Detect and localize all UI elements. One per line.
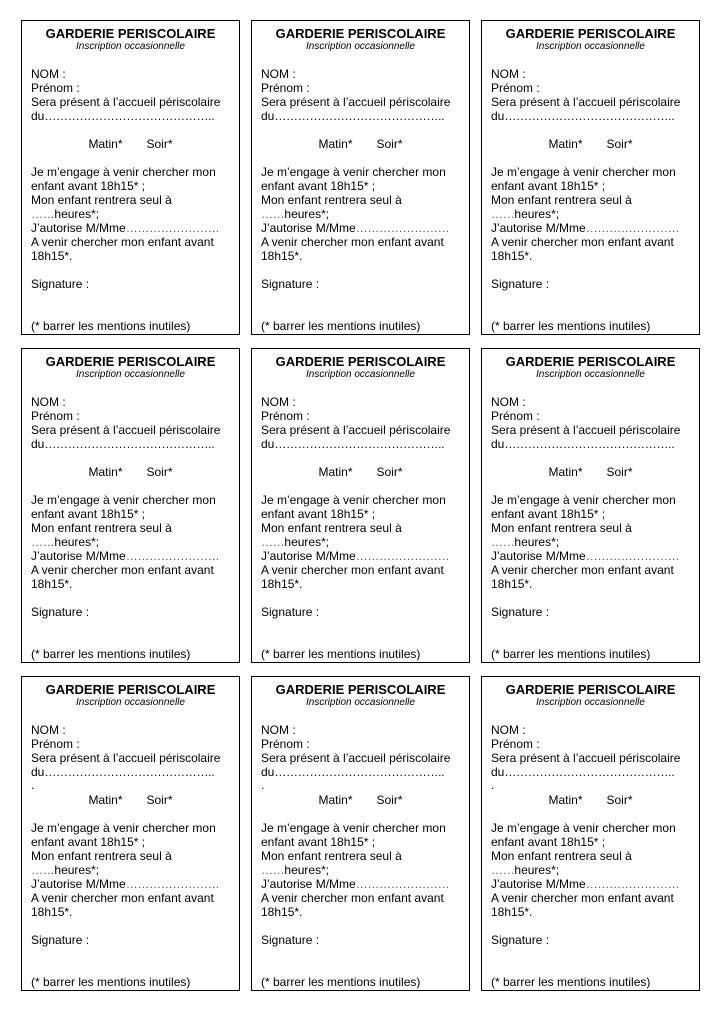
footnote: (* barrer les mentions inutiles) bbox=[261, 975, 421, 989]
autorise-dots: …………………… bbox=[355, 549, 450, 563]
soir-option: Soir* bbox=[146, 793, 173, 807]
du-label: du bbox=[31, 437, 45, 451]
prenom-label: Prénom : bbox=[491, 81, 540, 95]
chercher-line-1: A venir chercher mon enfant avant bbox=[491, 235, 674, 249]
autorise-dots: …………………… bbox=[355, 877, 450, 891]
chercher-line-2: 18h15*. bbox=[491, 577, 533, 591]
registration-form-card bbox=[251, 676, 470, 991]
seul-line: Mon enfant rentrera seul à bbox=[261, 521, 402, 535]
footnote: (* barrer les mentions inutiles) bbox=[261, 319, 421, 333]
matin-option: Matin* bbox=[318, 137, 353, 151]
du-label: du bbox=[491, 765, 505, 779]
prenom-label: Prénom : bbox=[261, 81, 310, 95]
du-label: du bbox=[261, 109, 275, 123]
registration-form-card bbox=[21, 20, 240, 335]
matin-option: Matin* bbox=[548, 793, 583, 807]
heures-line bbox=[31, 863, 99, 877]
autorise-label: J’autorise M/Mme bbox=[491, 221, 586, 235]
nom-label: NOM : bbox=[31, 723, 66, 737]
seul-line: Mon enfant rentrera seul à bbox=[491, 849, 632, 863]
heures-label: heures*; bbox=[514, 207, 560, 221]
form-title: GARDERIE PERISCOLAIRE bbox=[45, 682, 216, 697]
form-title: GARDERIE PERISCOLAIRE bbox=[275, 26, 446, 41]
signature-label: Signature : bbox=[31, 605, 90, 619]
heures-line bbox=[491, 863, 559, 877]
chercher-line-2: 18h15*. bbox=[31, 905, 73, 919]
matin-soir-choice bbox=[22, 465, 239, 479]
engage-line-1: Je m’engage à venir chercher mon bbox=[31, 165, 216, 179]
heures-dots: …… bbox=[261, 207, 285, 221]
chercher-line-2: 18h15*. bbox=[261, 577, 303, 591]
nom-label: NOM : bbox=[31, 395, 66, 409]
heures-label: heures*; bbox=[284, 863, 330, 877]
presence-line: Sera présent à l’accueil périscolaire bbox=[491, 95, 681, 109]
date-dots: …………………………………….. bbox=[504, 437, 675, 451]
chercher-line-1: A venir chercher mon enfant avant bbox=[491, 563, 674, 577]
autorise-line bbox=[31, 221, 219, 235]
chercher-line-2: 18h15*. bbox=[31, 577, 73, 591]
engage-line-2: enfant avant 18h15* ; bbox=[31, 179, 146, 193]
soir-option: Soir* bbox=[376, 137, 403, 151]
presence-line: Sera présent à l’accueil périscolaire bbox=[31, 95, 221, 109]
matin-soir-choice bbox=[482, 793, 699, 807]
form-subtitle: Inscription occasionnelle bbox=[76, 41, 185, 52]
date-line bbox=[491, 437, 674, 451]
heures-dots: …… bbox=[261, 535, 285, 549]
chercher-line-2: 18h15*. bbox=[491, 249, 533, 263]
form-subtitle: Inscription occasionnelle bbox=[76, 697, 185, 708]
nom-label: NOM : bbox=[261, 395, 296, 409]
engage-line-2: enfant avant 18h15* ; bbox=[261, 507, 376, 521]
date-dots: …………………………………….. bbox=[274, 437, 445, 451]
matin-soir-choice bbox=[22, 793, 239, 807]
nom-label: NOM : bbox=[491, 67, 526, 81]
heures-line bbox=[31, 535, 99, 549]
form-title: GARDERIE PERISCOLAIRE bbox=[505, 26, 676, 41]
autorise-line bbox=[31, 877, 219, 891]
heures-line bbox=[491, 535, 559, 549]
autorise-dots: …………………… bbox=[585, 221, 680, 235]
footnote: (* barrer les mentions inutiles) bbox=[31, 319, 191, 333]
chercher-line-1: A venir chercher mon enfant avant bbox=[31, 563, 214, 577]
date-line bbox=[31, 437, 214, 451]
signature-label: Signature : bbox=[261, 277, 320, 291]
signature-label: Signature : bbox=[31, 277, 90, 291]
autorise-label: J’autorise M/Mme bbox=[31, 221, 126, 235]
matin-soir-choice bbox=[482, 137, 699, 151]
engage-line-2: enfant avant 18h15* ; bbox=[491, 835, 606, 849]
signature-label: Signature : bbox=[261, 933, 320, 947]
footnote: (* barrer les mentions inutiles) bbox=[491, 319, 651, 333]
autorise-label: J’autorise M/Mme bbox=[31, 877, 126, 891]
autorise-dots: …………………… bbox=[355, 221, 450, 235]
registration-form-card bbox=[481, 348, 700, 663]
autorise-label: J’autorise M/Mme bbox=[261, 549, 356, 563]
autorise-line bbox=[491, 221, 679, 235]
form-subtitle: Inscription occasionnelle bbox=[536, 369, 645, 380]
trailing-period: . bbox=[261, 778, 265, 792]
matin-soir-choice bbox=[252, 465, 469, 479]
presence-line: Sera présent à l’accueil périscolaire bbox=[491, 423, 681, 437]
date-line bbox=[261, 437, 444, 451]
soir-option: Soir* bbox=[146, 465, 173, 479]
chercher-line-2: 18h15*. bbox=[491, 905, 533, 919]
chercher-line-1: A venir chercher mon enfant avant bbox=[261, 891, 444, 905]
date-dots: …………………………………….. bbox=[44, 109, 215, 123]
signature-label: Signature : bbox=[491, 277, 550, 291]
nom-label: NOM : bbox=[261, 67, 296, 81]
footnote: (* barrer les mentions inutiles) bbox=[31, 647, 191, 661]
seul-line: Mon enfant rentrera seul à bbox=[491, 521, 632, 535]
chercher-line-2: 18h15*. bbox=[261, 905, 303, 919]
registration-form-card bbox=[251, 348, 470, 663]
form-subtitle: Inscription occasionnelle bbox=[536, 697, 645, 708]
engage-line-1: Je m’engage à venir chercher mon bbox=[491, 165, 676, 179]
trailing-period: . bbox=[491, 778, 495, 792]
date-line bbox=[491, 109, 674, 123]
seul-line: Mon enfant rentrera seul à bbox=[261, 849, 402, 863]
date-dots: …………………………………….. bbox=[44, 437, 215, 451]
prenom-label: Prénom : bbox=[261, 409, 310, 423]
heures-dots: …… bbox=[491, 535, 515, 549]
seul-line: Mon enfant rentrera seul à bbox=[31, 521, 172, 535]
heures-line bbox=[261, 207, 329, 221]
du-label: du bbox=[31, 109, 45, 123]
footnote: (* barrer les mentions inutiles) bbox=[31, 975, 191, 989]
date-dots: …………………………………….. bbox=[504, 765, 675, 779]
date-dots: …………………………………….. bbox=[504, 109, 675, 123]
matin-option: Matin* bbox=[318, 465, 353, 479]
du-label: du bbox=[261, 765, 275, 779]
heures-label: heures*; bbox=[514, 535, 560, 549]
engage-line-1: Je m’engage à venir chercher mon bbox=[31, 493, 216, 507]
nom-label: NOM : bbox=[491, 395, 526, 409]
matin-soir-choice bbox=[252, 793, 469, 807]
date-dots: …………………………………….. bbox=[274, 109, 445, 123]
autorise-line bbox=[31, 549, 219, 563]
heures-line bbox=[261, 535, 329, 549]
form-title: GARDERIE PERISCOLAIRE bbox=[45, 354, 216, 369]
form-title: GARDERIE PERISCOLAIRE bbox=[275, 682, 446, 697]
form-title: GARDERIE PERISCOLAIRE bbox=[505, 354, 676, 369]
date-line bbox=[31, 109, 214, 123]
form-title: GARDERIE PERISCOLAIRE bbox=[505, 682, 676, 697]
autorise-dots: …………………… bbox=[585, 877, 680, 891]
prenom-label: Prénom : bbox=[31, 737, 80, 751]
heures-label: heures*; bbox=[54, 207, 100, 221]
signature-label: Signature : bbox=[491, 605, 550, 619]
registration-form-card bbox=[21, 348, 240, 663]
registration-form-card bbox=[251, 20, 470, 335]
matin-option: Matin* bbox=[548, 137, 583, 151]
heures-label: heures*; bbox=[54, 535, 100, 549]
chercher-line-1: A venir chercher mon enfant avant bbox=[261, 563, 444, 577]
heures-label: heures*; bbox=[514, 863, 560, 877]
signature-label: Signature : bbox=[491, 933, 550, 947]
soir-option: Soir* bbox=[376, 465, 403, 479]
engage-line-2: enfant avant 18h15* ; bbox=[31, 507, 146, 521]
soir-option: Soir* bbox=[606, 793, 633, 807]
seul-line: Mon enfant rentrera seul à bbox=[261, 193, 402, 207]
registration-form-card bbox=[481, 676, 700, 991]
heures-dots: …… bbox=[31, 863, 55, 877]
heures-line bbox=[491, 207, 559, 221]
autorise-line bbox=[261, 221, 449, 235]
form-subtitle: Inscription occasionnelle bbox=[306, 697, 415, 708]
heures-line bbox=[31, 207, 99, 221]
autorise-line bbox=[261, 549, 449, 563]
chercher-line-1: A venir chercher mon enfant avant bbox=[491, 891, 674, 905]
engage-line-2: enfant avant 18h15* ; bbox=[261, 835, 376, 849]
heures-line bbox=[261, 863, 329, 877]
matin-option: Matin* bbox=[548, 465, 583, 479]
registration-form-card bbox=[481, 20, 700, 335]
heures-dots: …… bbox=[491, 863, 515, 877]
nom-label: NOM : bbox=[491, 723, 526, 737]
form-subtitle: Inscription occasionnelle bbox=[306, 41, 415, 52]
autorise-label: J’autorise M/Mme bbox=[491, 877, 586, 891]
form-subtitle: Inscription occasionnelle bbox=[536, 41, 645, 52]
heures-dots: …… bbox=[261, 863, 285, 877]
soir-option: Soir* bbox=[606, 137, 633, 151]
heures-dots: …… bbox=[491, 207, 515, 221]
autorise-dots: …………………… bbox=[125, 221, 220, 235]
matin-soir-choice bbox=[482, 465, 699, 479]
footnote: (* barrer les mentions inutiles) bbox=[261, 647, 421, 661]
matin-soir-choice bbox=[252, 137, 469, 151]
seul-line: Mon enfant rentrera seul à bbox=[31, 849, 172, 863]
heures-dots: …… bbox=[31, 535, 55, 549]
seul-line: Mon enfant rentrera seul à bbox=[31, 193, 172, 207]
presence-line: Sera présent à l’accueil périscolaire bbox=[261, 751, 451, 765]
form-subtitle: Inscription occasionnelle bbox=[76, 369, 185, 380]
prenom-label: Prénom : bbox=[261, 737, 310, 751]
presence-line: Sera présent à l’accueil périscolaire bbox=[491, 751, 681, 765]
form-title: GARDERIE PERISCOLAIRE bbox=[275, 354, 446, 369]
presence-line: Sera présent à l’accueil périscolaire bbox=[31, 751, 221, 765]
signature-label: Signature : bbox=[261, 605, 320, 619]
du-label: du bbox=[261, 437, 275, 451]
prenom-label: Prénom : bbox=[491, 737, 540, 751]
chercher-line-1: A venir chercher mon enfant avant bbox=[31, 891, 214, 905]
autorise-label: J’autorise M/Mme bbox=[31, 549, 126, 563]
matin-option: Matin* bbox=[88, 137, 123, 151]
autorise-dots: …………………… bbox=[125, 877, 220, 891]
date-line bbox=[261, 765, 444, 779]
matin-option: Matin* bbox=[88, 465, 123, 479]
nom-label: NOM : bbox=[31, 67, 66, 81]
engage-line-1: Je m’engage à venir chercher mon bbox=[261, 821, 446, 835]
seul-line: Mon enfant rentrera seul à bbox=[491, 193, 632, 207]
heures-label: heures*; bbox=[284, 207, 330, 221]
chercher-line-1: A venir chercher mon enfant avant bbox=[31, 235, 214, 249]
du-label: du bbox=[31, 765, 45, 779]
chercher-line-1: A venir chercher mon enfant avant bbox=[261, 235, 444, 249]
soir-option: Soir* bbox=[146, 137, 173, 151]
soir-option: Soir* bbox=[606, 465, 633, 479]
heures-label: heures*; bbox=[54, 863, 100, 877]
presence-line: Sera présent à l’accueil périscolaire bbox=[31, 423, 221, 437]
engage-line-1: Je m’engage à venir chercher mon bbox=[31, 821, 216, 835]
form-subtitle: Inscription occasionnelle bbox=[306, 369, 415, 380]
engage-line-2: enfant avant 18h15* ; bbox=[31, 835, 146, 849]
registration-form-card bbox=[21, 676, 240, 991]
date-line bbox=[491, 765, 674, 779]
engage-line-1: Je m’engage à venir chercher mon bbox=[261, 165, 446, 179]
prenom-label: Prénom : bbox=[491, 409, 540, 423]
form-title: GARDERIE PERISCOLAIRE bbox=[45, 26, 216, 41]
signature-label: Signature : bbox=[31, 933, 90, 947]
autorise-dots: …………………… bbox=[125, 549, 220, 563]
autorise-line bbox=[261, 877, 449, 891]
engage-line-2: enfant avant 18h15* ; bbox=[491, 179, 606, 193]
engage-line-1: Je m’engage à venir chercher mon bbox=[491, 821, 676, 835]
date-line bbox=[31, 765, 214, 779]
autorise-label: J’autorise M/Mme bbox=[491, 549, 586, 563]
chercher-line-2: 18h15*. bbox=[31, 249, 73, 263]
matin-option: Matin* bbox=[88, 793, 123, 807]
heures-label: heures*; bbox=[284, 535, 330, 549]
prenom-label: Prénom : bbox=[31, 409, 80, 423]
heures-dots: …… bbox=[31, 207, 55, 221]
date-dots: …………………………………….. bbox=[274, 765, 445, 779]
du-label: du bbox=[491, 109, 505, 123]
date-dots: …………………………………….. bbox=[44, 765, 215, 779]
autorise-label: J’autorise M/Mme bbox=[261, 221, 356, 235]
footnote: (* barrer les mentions inutiles) bbox=[491, 975, 651, 989]
engage-line-1: Je m’engage à venir chercher mon bbox=[491, 493, 676, 507]
autorise-line bbox=[491, 549, 679, 563]
engage-line-1: Je m’engage à venir chercher mon bbox=[261, 493, 446, 507]
autorise-dots: …………………… bbox=[585, 549, 680, 563]
du-label: du bbox=[491, 437, 505, 451]
chercher-line-2: 18h15*. bbox=[261, 249, 303, 263]
soir-option: Soir* bbox=[376, 793, 403, 807]
matin-option: Matin* bbox=[318, 793, 353, 807]
autorise-line bbox=[491, 877, 679, 891]
engage-line-2: enfant avant 18h15* ; bbox=[261, 179, 376, 193]
autorise-label: J’autorise M/Mme bbox=[261, 877, 356, 891]
trailing-period: . bbox=[31, 778, 35, 792]
date-line bbox=[261, 109, 444, 123]
presence-line: Sera présent à l’accueil périscolaire bbox=[261, 423, 451, 437]
matin-soir-choice bbox=[22, 137, 239, 151]
prenom-label: Prénom : bbox=[31, 81, 80, 95]
engage-line-2: enfant avant 18h15* ; bbox=[491, 507, 606, 521]
nom-label: NOM : bbox=[261, 723, 296, 737]
footnote: (* barrer les mentions inutiles) bbox=[491, 647, 651, 661]
presence-line: Sera présent à l’accueil périscolaire bbox=[261, 95, 451, 109]
